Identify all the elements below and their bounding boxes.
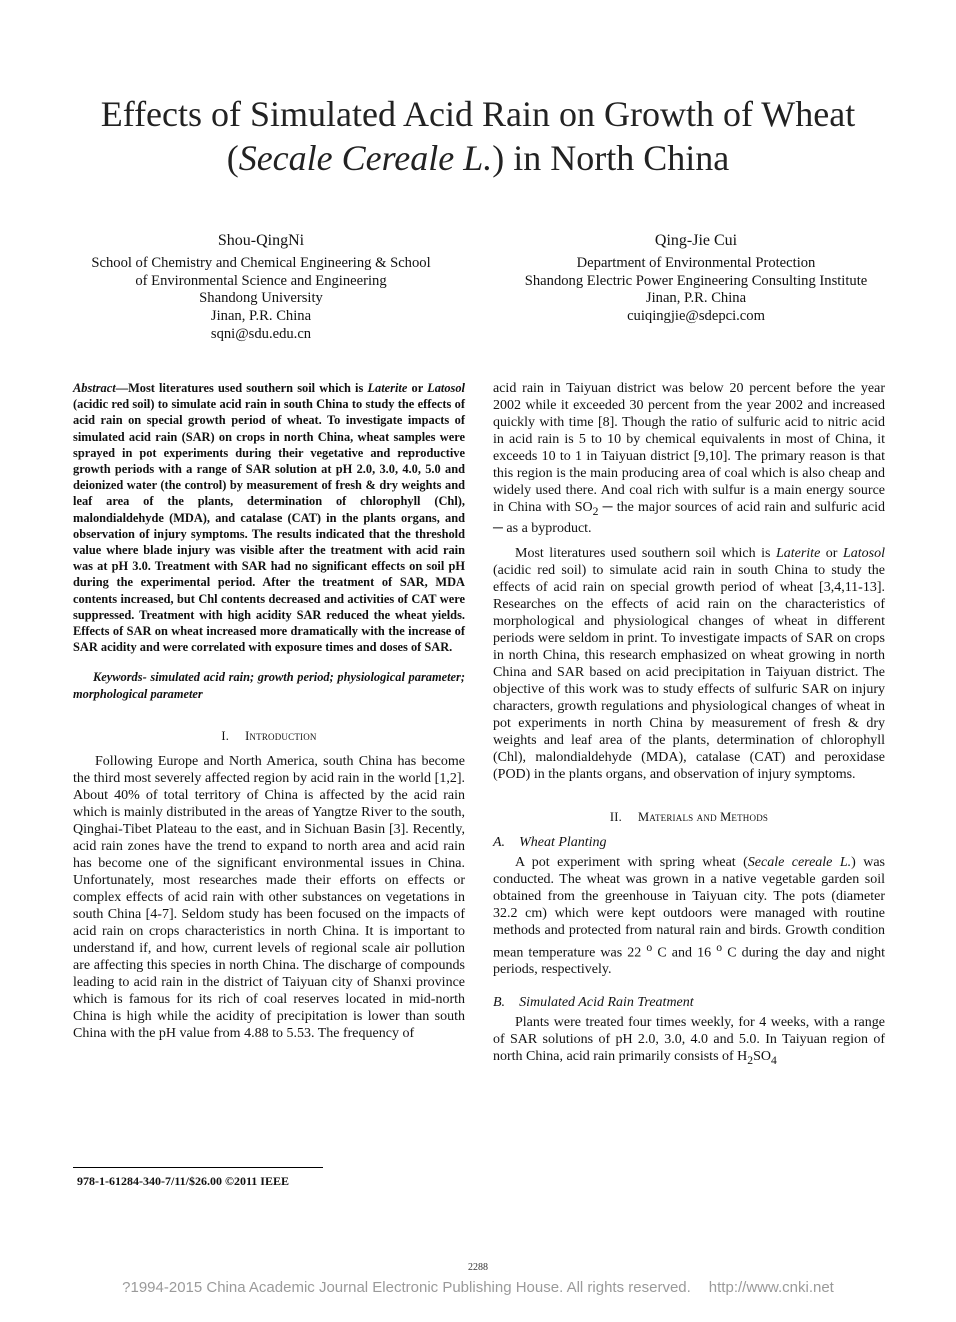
author-email: cuiqingjie@sdepci.com [627,308,765,325]
paper-title [40,92,916,180]
watermark-copyright: ?1994-2015 China Academic Journal Electronic Publishing House. All rights reserved. [122,1279,691,1296]
intro-paragraph-1-continued: acid rain in Taiyuan district was below 20 percent before the year 2002 while it exceeded 30 percent from the year 2002 and increased quickly with time [8]. Though the ratio of sulfuric acid to nitric acid in acid rain is 5 to 10 by chemical equivalents in most of China, it exceeds 10 to 1 in Taiyuan district [9,10]. The primary reason is that this region is the main producing area of coal which is also cheap and widely used there. And coal rich with sulfur is a main energy source in China with $SO_2$ ─ the major sources of acid rain and sulfuric acid ─ as a byproduct. [493,381,885,536]
intro-paragraph-2: Most literatures used southern soil which is Laterite or Latosol (acidic red soil) to simulate acid rain in south China to study the effects of acid rain on special growth period of wheat [3,4,11-13]. Researches on the effects of acid rain on the characteristics of morphological and physiological changes of wheat in different periods were seldom in print. To investigate impacts of SAR on crops in north China, this research emphasized on wheat growing in north China and SAR based on acid precipitation in Taiyuan district. The objective of this work was to study effects of sulfuric SAR on injury characters, growth regulations and physiological changes of wheat in pot experiments in north China by measurement of fresh & dry weights and leaf area of the plants, determination of chlorophyll (Chl), malondialdehyde (MDA), catalase (CAT) and peroxidase (POD) in the plants organs, and observation of injury symptoms. [493,545,885,782]
watermark-url: http://www.cnki.net [708,1279,834,1296]
footnote-divider [73,1167,323,1168]
cnki-watermark [0,1279,956,1296]
page-number: 2288 [468,1262,488,1273]
title-line-2 [40,136,916,180]
isbn-copyright: 978-1-61284-340-7/11/$26.00 ©2011 IEEE [77,1174,289,1188]
title-line-2-rest: ) in North China [492,138,730,178]
author-location: Jinan, P.R. China [210,308,312,325]
author-name: Shou-QingNi [217,232,305,249]
author-affiliation: School of Chemistry and Chemical Engineering & School [91,254,431,271]
title-line-1: Effects of Simulated Acid Rain on Growth of Wheat [100,94,856,134]
keywords: Keywords- simulated acid rain; growth period; physiological parameter; morphological parameter [73,670,465,701]
author-name: Qing-Jie Cui [654,232,738,249]
section-heading-introduction: I. Introduction [221,728,317,743]
author-location: Jinan, P.R. China [645,290,747,307]
subsection-heading-sar-treatment: B. Simulated Acid Rain Treatment [493,995,694,1011]
methods-paragraph-wheat-planting: A pot experiment with spring wheat (Secale cereale L.) was conducted. The wheat was grown in a native vegetable garden soil obtained from the greenhouse in Taiyuan city. The pots (diameter 32.2 cm) which were kept outdoors were managed with routine methods and protected from natural rain and birds. Growth condition mean temperature was 22 $^o$ C and 16 $^o$ C during the day and night periods, respectively. [493,854,885,978]
author-block-1 [70,232,452,344]
intro-paragraph-1: Following Europe and North America, south China has become the third most severely affected region by acid rain in the world [1,2]. About 40% of total territory of China is affected by the acid rain which is mainly distributed in the areas of Yangtze River to the south, Qinghai-Tibet Plateau to the east, and in Sichuan Basin [3]. Recently, acid rain zones have the trend to expand to north area and acid rain has become one of the significant environmental issues in China. Unfortunately, most researches made their efforts on effects or complex effects of acid rain with other substances on vegetations in south China [4-7]. Seldom study has been focused on the impacts of acid rain on crops characteristics in north China. It is important to understand if, and how, current levels of regional scale air pollution are affecting this species in north China. The discharge of compounds leading to acid rain in the district of Taiyuan city of Shanxi province which is famous for its rich of coal reserves located in mid-north China is high while the acidity of precipitation is lower than south China with the pH value from 4.88 to 5.53. The frequency of [73,753,465,1041]
author-affiliation: Department of Environmental Protection [576,254,816,271]
methods-paragraph-sar-treatment: Plants were treated four times weekly, for 4 weeks, with a range of SAR solutions of pH 2.0, 3.0, 4.0 and 5.0. In Taiyuan region of north China, acid rain primarily consists of $H_2SO_4$ [493,1015,885,1068]
left-column [73,380,465,1042]
author-affiliation: Shandong Electric Power Engineering Consulting Institute [524,272,868,289]
author-block-2 [500,232,892,326]
author-affiliation: Shandong University [199,290,323,307]
section-heading-methods: II. Materials and Methods [609,809,769,824]
right-column [493,380,885,1069]
subsection-heading-wheat-planting: A. Wheat Planting [493,834,607,850]
title-species: Secale Cereale L. [238,138,493,178]
title-paren-open: ( [226,138,239,178]
author-email: sqni@sdu.edu.cn [210,325,312,342]
abstract-label: Abstract [73,381,116,395]
abstract: Abstract—Most literatures used southern soil which is Laterite or Latosol (acidic red soil) to simulate acid rain in south China to study the effects of acid rain on special growth period of wheat. To investigate impacts of simulated acid rain (SAR) on crops in north China, wheat samples were sprayed in pot experiments during their vegetative and reproductive growth periods with a range of SAR solution at pH 2.0, 3.0, 4.0, 5.0 and deionized water (the control) by measurement of fresh & dry weights and leaf area of the plants, determination of chlorophyll (Chl), malondialdehyde (MDA), and catalase (CAT) in the plants organs, and observation of injury symptoms. The results indicated that the threshold value where blade injury was visible after the treatment with acid rain was at pH 3.0. Treatment with SAR had no significant effects on soil pH during the experimental period. After the treatment of SAR, MDA contents increased, but Chl contents decreased and activities of CAT were suppressed. Treatment with high acidity SAR reduced the wheat yields. Effects of SAR on wheat increased more dramatically with the increase of SAR acidity and were correlated with exposure times and doses of SAR. [73,381,465,655]
author-affiliation: of Environmental Science and Engineering [135,272,387,289]
